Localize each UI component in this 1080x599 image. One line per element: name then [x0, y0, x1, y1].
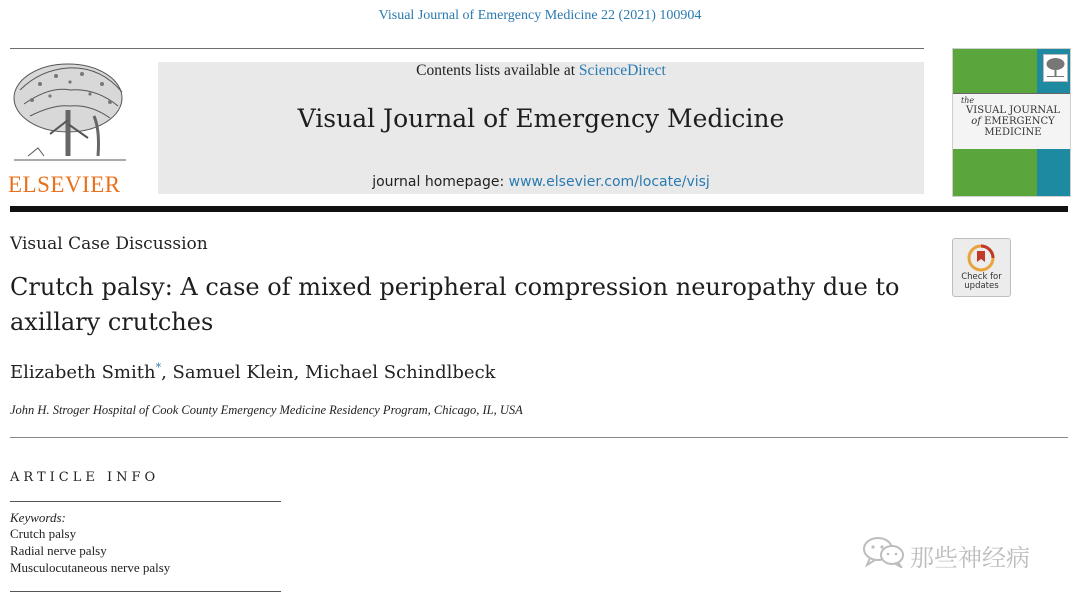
journal-title: Visual Journal of Emergency Medicine [297, 104, 785, 133]
check-updates-line2: updates [964, 281, 999, 291]
corresponding-author-mark[interactable]: * [155, 361, 162, 374]
check-for-updates-button[interactable] [952, 238, 1011, 297]
elsevier-logo[interactable] [8, 60, 132, 196]
cover-green-block-bottom [953, 149, 1037, 196]
author-name[interactable]: Elizabeth Smith [10, 362, 156, 383]
header-divider [10, 48, 924, 49]
article-info-bottom-divider [10, 591, 281, 592]
keyword-item: Crutch palsy [10, 526, 77, 541]
cover-line2-text: EMERGENCY [984, 116, 1055, 127]
homepage-link[interactable]: www.elsevier.com/locate/visj [508, 174, 710, 190]
cover-title-band [953, 93, 1070, 151]
header-bottom-divider [10, 437, 1068, 438]
check-updates-line1: Check for [961, 272, 1002, 282]
check-updates-text [953, 273, 1010, 291]
author-affiliation: John H. Stroger Hospital of Cook County Emergency Medicine Residency Program, Chicago, IL, USA [10, 403, 523, 417]
contents-prefix: Contents lists available at [416, 62, 579, 79]
cover-line1: VISUAL JOURNAL [966, 105, 1060, 116]
cover-line2-prefix: of [971, 116, 981, 127]
wechat-icon [862, 536, 906, 568]
cover-line2 [959, 116, 1067, 127]
homepage-prefix: journal homepage: [372, 174, 509, 190]
running-header: Visual Journal of Emergency Medicine 22 (2021) 100904 [378, 8, 702, 23]
journal-cover[interactable] [952, 48, 1071, 197]
article-info-divider [10, 501, 281, 502]
cover-green-block [953, 49, 1037, 93]
article-info-heading: ARTICLE INFO [10, 470, 160, 485]
author-name[interactable]: Michael Schindlbeck [305, 362, 496, 383]
check-updates-icon [967, 244, 995, 272]
cover-title [959, 105, 1067, 138]
author-name[interactable]: Samuel Klein [172, 362, 294, 383]
cover-line3: MEDICINE [984, 127, 1042, 138]
contents-line [158, 62, 924, 80]
keyword-item: Musculocutaneous nerve palsy [10, 560, 171, 575]
keyword-item: Radial nerve palsy [10, 543, 107, 558]
journal-masthead [158, 62, 924, 194]
article-title: Crutch palsy: A case of mixed peripheral compression neuropathy due to axillary crutches [10, 273, 900, 336]
cover-elsevier-mini-icon [1043, 54, 1068, 82]
article-type: Visual Case Discussion [10, 234, 208, 254]
cover-teal-block-bottom [1037, 149, 1070, 196]
cover-the: the [961, 96, 975, 105]
author-list: Elizabeth Smith*, Samuel Klein, Michael Schindlbeck [10, 361, 496, 383]
sciencedirect-link[interactable]: ScienceDirect [578, 62, 666, 79]
homepage-line [158, 174, 924, 190]
keywords-label: Keywords: [10, 510, 66, 525]
watermark-text: 那些神经病 [910, 544, 1030, 572]
masthead-divider [10, 206, 1068, 212]
elsevier-tree-icon [10, 60, 130, 170]
elsevier-wordmark: ELSEVIER [8, 172, 121, 197]
